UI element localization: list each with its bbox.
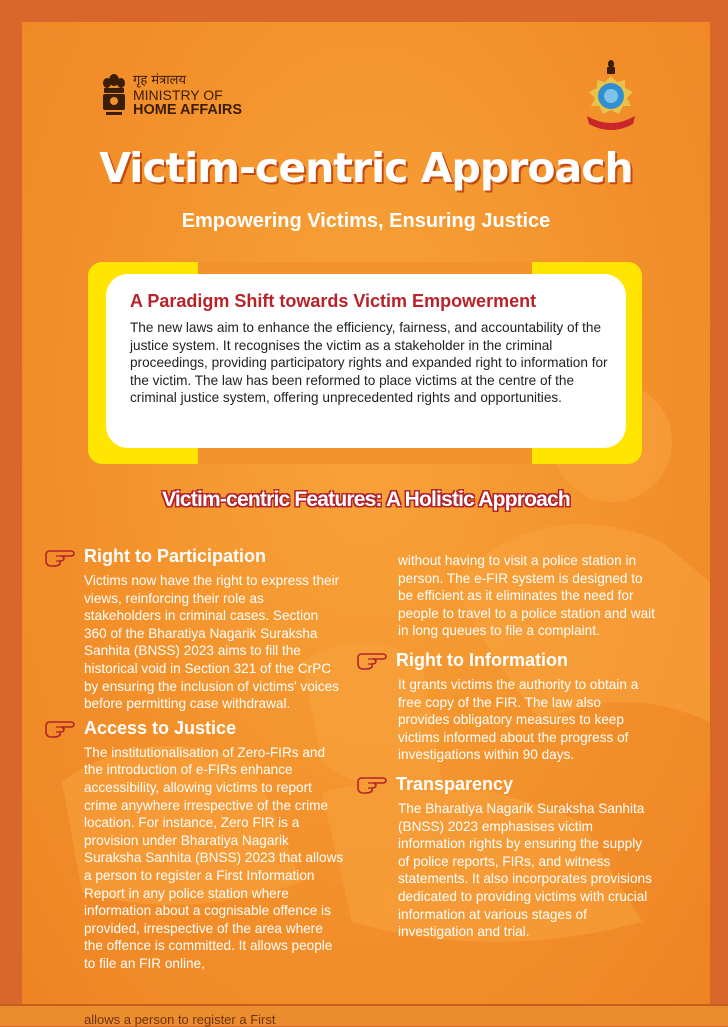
pointing-hand-icon [44, 718, 76, 738]
section-information-heading [356, 648, 656, 673]
clipped-footer-text: allows a person to register a First [84, 1012, 276, 1027]
ministry-name-line2: HOME AFFAIRS [133, 101, 243, 118]
ministry-name-line1: MINISTRY OF [133, 86, 223, 103]
ministry-hindi-name: गृह मंत्रालय [133, 72, 187, 88]
section-participation-title: Right to Participation [84, 546, 266, 566]
state-emblem-icon [100, 72, 128, 118]
ministry-logo [100, 72, 242, 118]
section-access-heading [44, 716, 344, 741]
paradigm-card [106, 274, 626, 448]
section-transparency-heading [356, 772, 656, 797]
page-title: Victim-centric Approach [99, 144, 633, 192]
section-transparency-text: The Bharatiya Nagarik Suraksha Sanhita (BNSS) 2023 emphasises victim information rights by ensuring the supply of police reports, FIRs, and witness statements. It also incorporates provisions dedicated to providing victims with crucial information at various stages of investigation and trial. [398, 800, 652, 940]
pointing-hand-icon [356, 774, 388, 794]
section-information-text: It grants victims the authority to obtain a free copy of the FIR. The law also provides obligatory measures to keep victims informed about the progress of investigations within 90 days. [398, 676, 639, 763]
section-information-title: Right to Information [396, 649, 568, 670]
poster [22, 22, 710, 1004]
page-subtitle: Empowering Victims, Ensuring Justice [181, 210, 551, 232]
pointing-hand-icon [44, 547, 76, 567]
police-emblem-icon [579, 58, 643, 136]
pointing-hand-icon [356, 650, 388, 670]
paradigm-text: The new laws aim to enhance the efficiency, fairness, and accountability of the justice system. It recognises the victim as a stakeholder in the criminal proceedings, providing participatory rights and expanded right to information for the victim. The law has been reformed to place victims at the centre of the criminal justice system, offering unprecedented rights and opportunities. [130, 320, 608, 406]
section-access-text-continued: without having to visit a police station in person. The e-FIR system is designed to be efficient as it eliminates the need for people to travel to a police station and wait in long queues to file a complaint. [398, 553, 655, 639]
features-title: Victim-centric Features: A Holistic Approach [162, 488, 570, 511]
section-participation-text: Victims now have the right to express their views, reinforcing their role as stakeholders in criminal cases. Section 360 of the Bharatiya Nagarik Suraksha Sanhita (BNSS) 2023 aims to fill the historical void in Section 321 of the CrPC by ensuring the inclusion of victims' voices before permitting case withdrawal. [84, 573, 340, 712]
paradigm-title: A Paradigm Shift towards Victim Empowerment [130, 291, 537, 311]
section-access-text: The institutionalisation of Zero-FIRs and the introduction of e-FIRs enhance accessibility, allowing victims to report crime anywhere irrespective of the crime location. For instance, Zero FIR is a provision under Bharatiya Nagarik Suraksha Sanhita (BNSS) 2023 that allows a person to register a First Information Report in any police station where information about a cognisable offence is provided, irrespective of the area where the offence is committed. It allows people to file an FIR online, [84, 744, 344, 971]
section-access-title: Access to Justice [84, 717, 237, 738]
features-left-column [44, 544, 344, 972]
section-participation-heading [44, 544, 344, 569]
features-right-column [356, 552, 656, 941]
section-transparency-title: Transparency [396, 773, 514, 794]
